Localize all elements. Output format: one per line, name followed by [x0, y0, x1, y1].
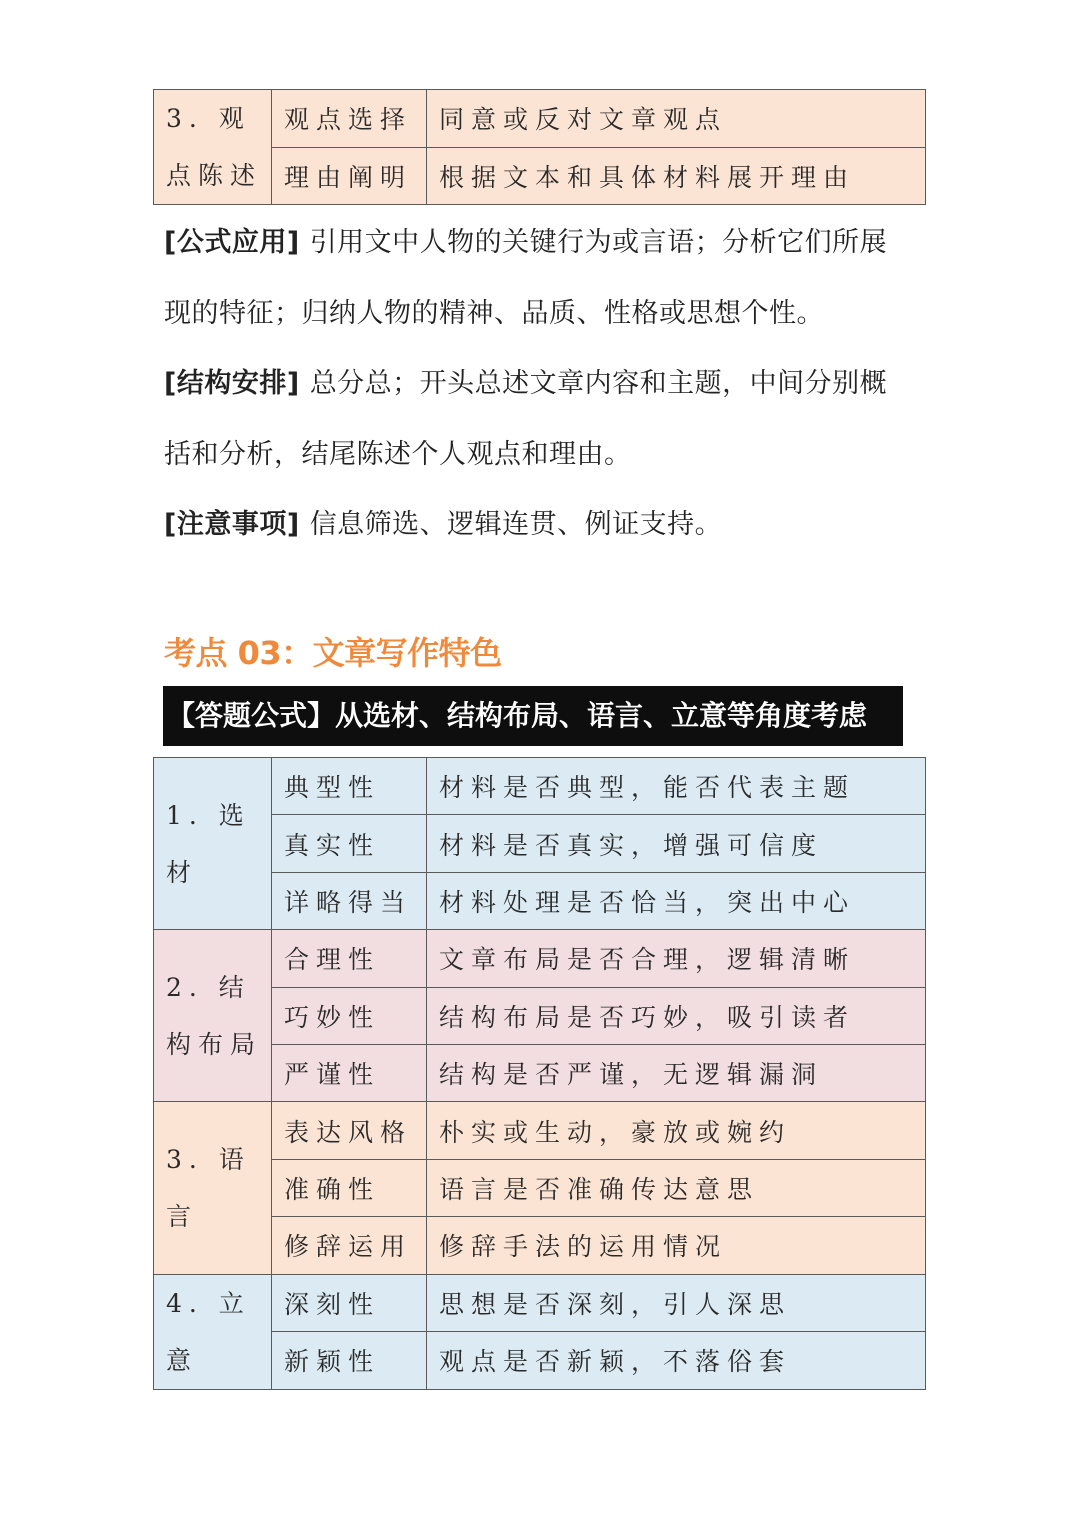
sub-cell: 合理性: [272, 930, 427, 987]
category-cell: 1. 选材: [154, 758, 272, 930]
section-title: 考点 03：文章写作特色: [164, 634, 502, 672]
category-cell: 3. 观点陈述: [154, 90, 272, 205]
desc-cell: 朴实或生动，豪放或婉约: [427, 1102, 926, 1159]
table-row: [154, 930, 926, 987]
paragraph-line: [164, 359, 934, 430]
paragraph-line: 现的特征；归纳人物的精神、品质、性格或思想个性。: [164, 298, 824, 329]
desc-cell: 思想是否深刻，引人深思: [427, 1274, 926, 1332]
table-row: [154, 1274, 926, 1332]
sub-cell: 巧妙性: [272, 987, 427, 1044]
structure-paragraph: [164, 359, 934, 501]
formula-banner: 【答题公式】从选材、结构布局、语言、立意等角度考虑: [163, 686, 903, 746]
paragraph-text: 引用文中人物的关键行为或言语；分析它们所展: [309, 227, 888, 258]
desc-cell: 结构布局是否巧妙，吸引读者: [427, 987, 926, 1044]
sub-cell: 准确性: [272, 1159, 427, 1216]
paragraph-text: 信息筛选、逻辑连贯、例证支持。: [309, 509, 723, 540]
sub-cell: 严谨性: [272, 1044, 427, 1101]
sub-cell: 理由阐明: [272, 147, 427, 205]
desc-cell: 材料处理是否恰当，突出中心: [427, 872, 926, 929]
notes-paragraph: [164, 500, 934, 571]
category-cell: 4. 立意: [154, 1274, 272, 1389]
writing-features-table: [153, 757, 926, 1390]
desc-cell: 语言是否准确传达意思: [427, 1159, 926, 1216]
sub-cell: 修辞运用: [272, 1217, 427, 1274]
paragraph-line: [164, 218, 934, 289]
category-cell: 2. 结构布局: [154, 930, 272, 1102]
desc-cell: 根据文本和具体材料展开理由: [427, 147, 926, 205]
sub-cell: 典型性: [272, 758, 427, 815]
category-cell: 3. 语言: [154, 1102, 272, 1274]
sub-cell: 表达风格: [272, 1102, 427, 1159]
desc-cell: 观点是否新颖，不落俗套: [427, 1332, 926, 1390]
desc-cell: 结构是否严谨，无逻辑漏洞: [427, 1044, 926, 1101]
sub-cell: 真实性: [272, 815, 427, 872]
sub-cell: 详略得当: [272, 872, 427, 929]
table-row: [154, 758, 926, 815]
desc-cell: 材料是否典型，能否代表主题: [427, 758, 926, 815]
paragraph-line: 括和分析，结尾陈述个人观点和理由。: [164, 439, 632, 470]
desc-cell: 文章布局是否合理，逻辑清晰: [427, 930, 926, 987]
formula-application-paragraph: [164, 218, 934, 360]
paragraph-line: [164, 500, 934, 571]
desc-cell: 修辞手法的运用情况: [427, 1217, 926, 1274]
table-row: [154, 1102, 926, 1159]
paragraph-tag: [结构安排]: [164, 368, 300, 399]
sub-cell: 观点选择: [272, 90, 427, 148]
desc-cell: 材料是否真实，增强可信度: [427, 815, 926, 872]
sub-cell: 新颖性: [272, 1332, 427, 1390]
paragraph-text: 总分总；开头总述文章内容和主题，中间分别概: [309, 368, 888, 399]
sub-cell: 深刻性: [272, 1274, 427, 1332]
paragraph-tag: [公式应用]: [164, 227, 300, 258]
desc-cell: 同意或反对文章观点: [427, 90, 926, 148]
viewpoint-table: [153, 89, 926, 205]
table-row: [154, 90, 926, 148]
paragraph-tag: [注意事项]: [164, 509, 300, 540]
